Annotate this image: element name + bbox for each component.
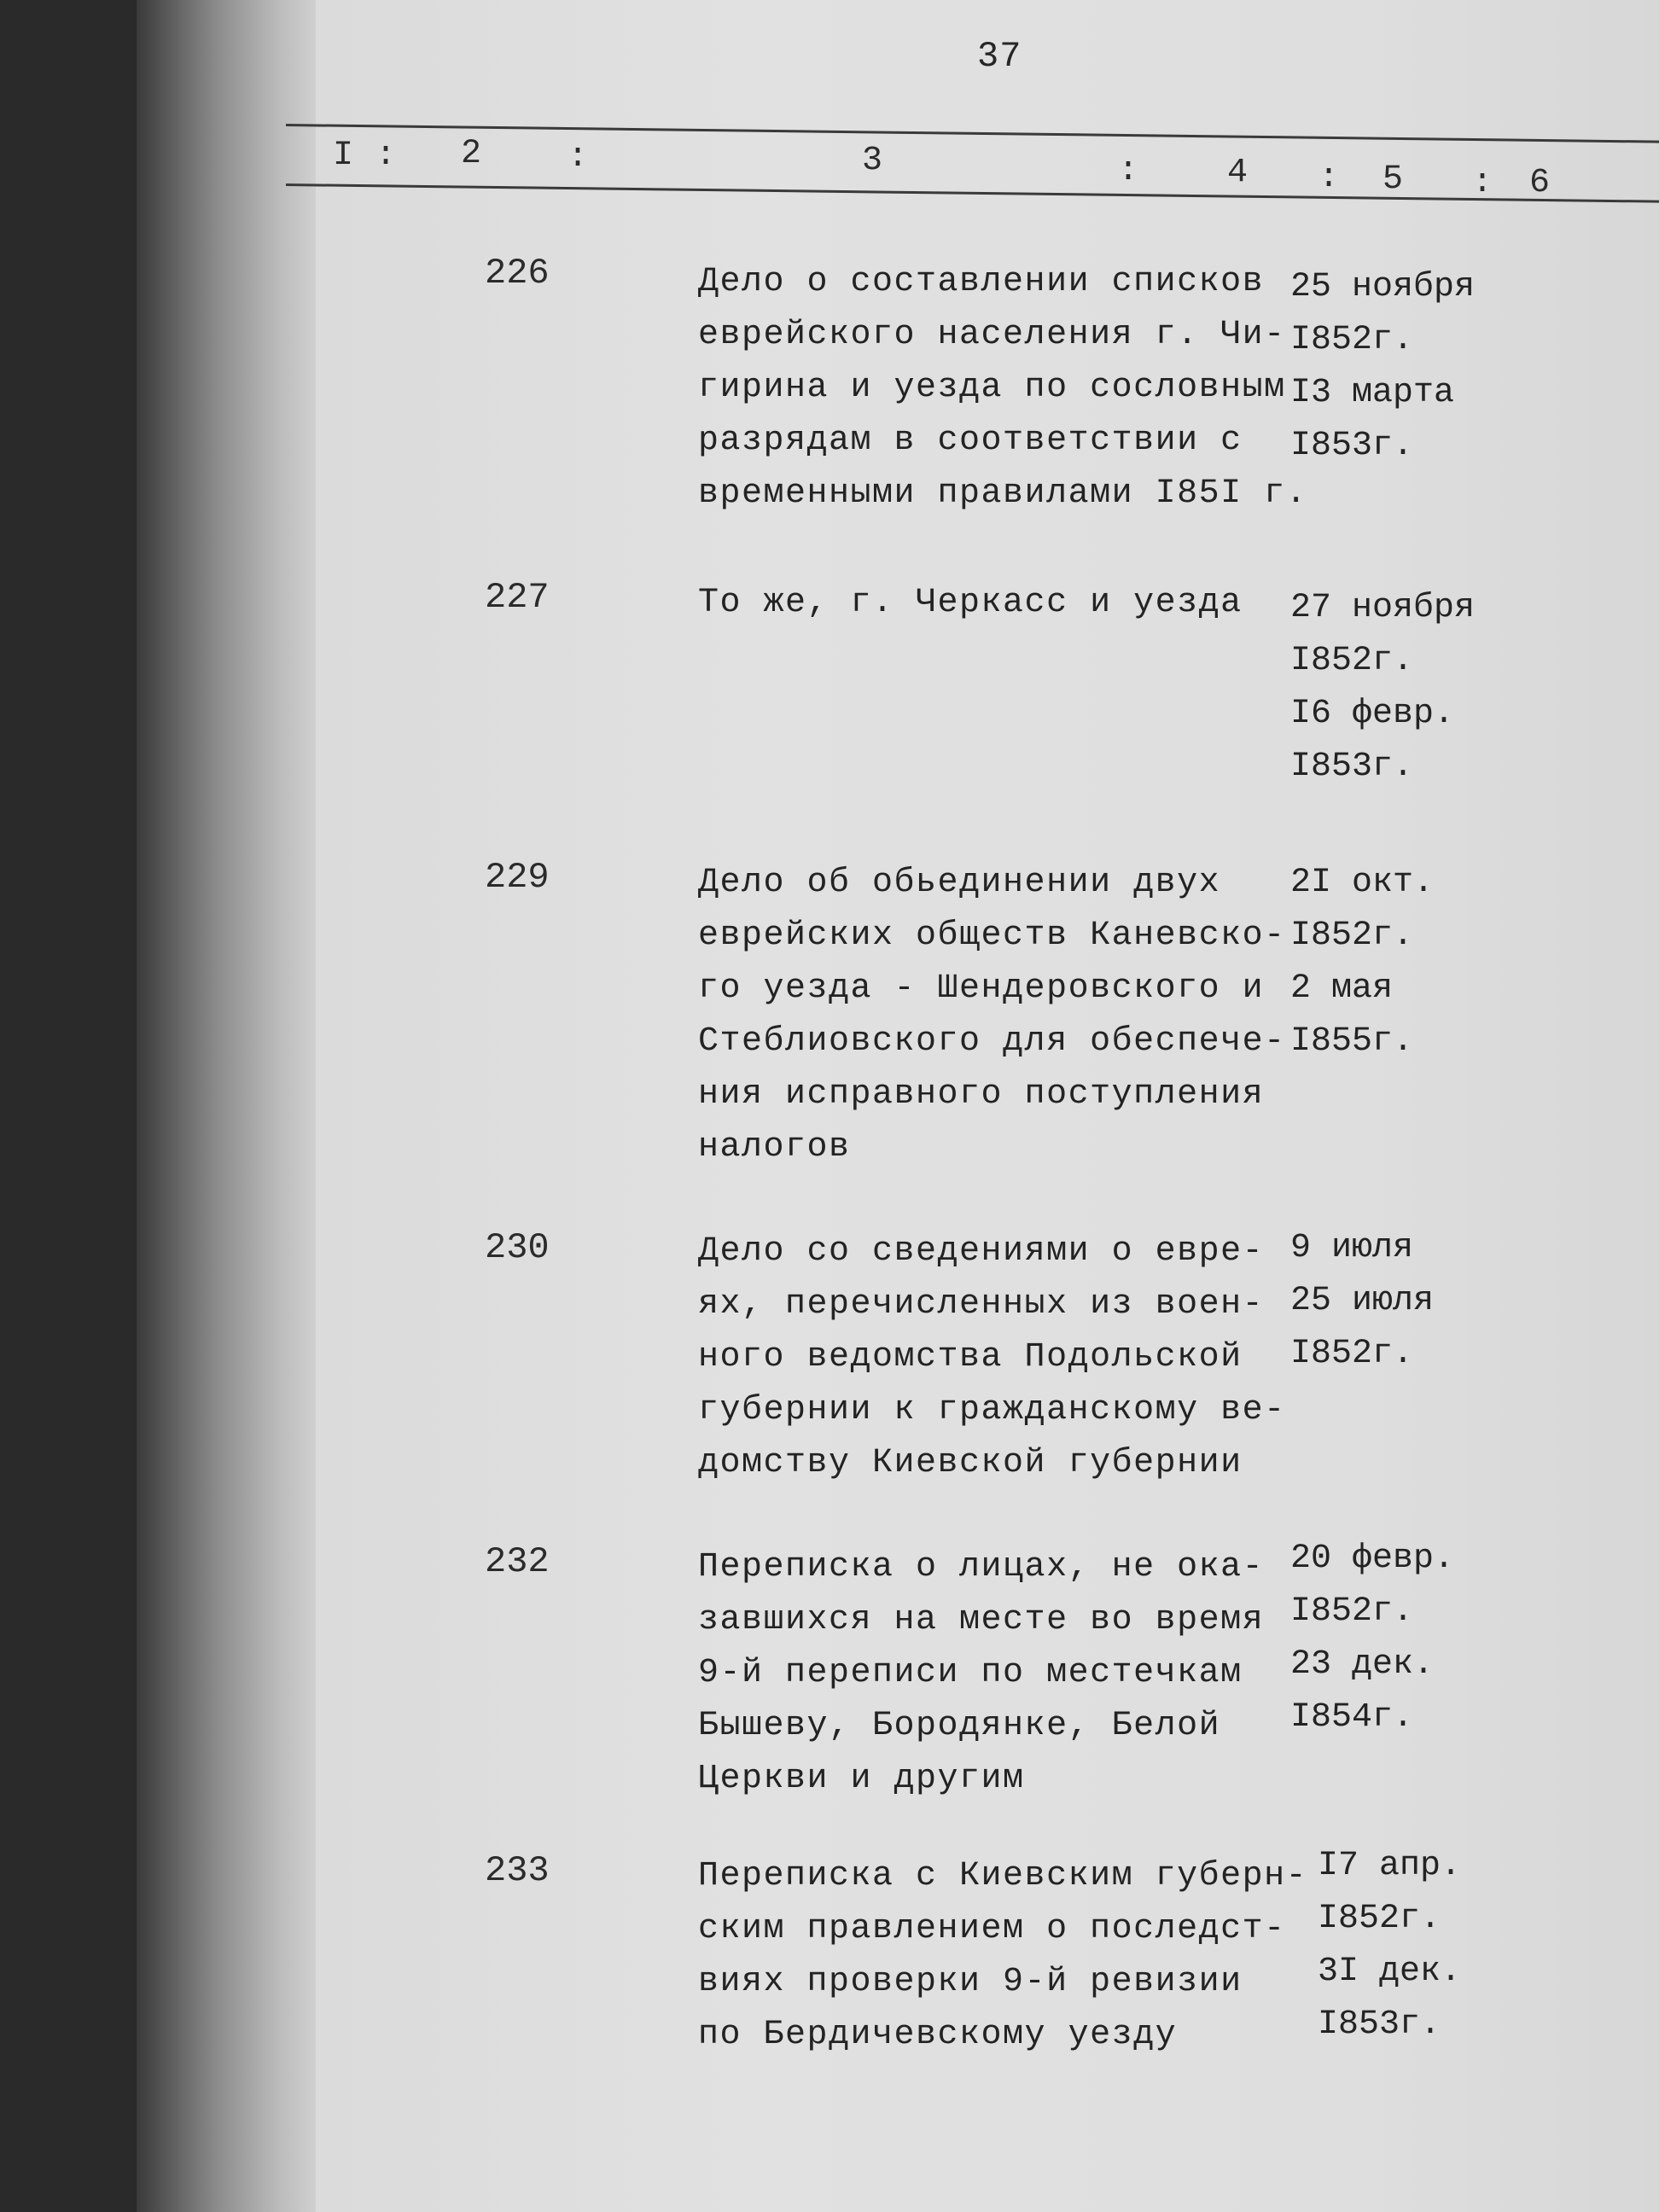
date-line: I854г.	[1290, 1698, 1414, 1737]
date-line: I852г.	[1290, 917, 1414, 955]
description-line: разрядам в соответствии с	[698, 422, 1243, 460]
entry-description	[698, 1225, 1295, 1490]
date-line: 3I дек.	[1318, 1953, 1462, 1991]
entry-description	[698, 256, 1308, 521]
column-separator: :	[1318, 159, 1340, 197]
column-header-4: 4	[1227, 154, 1249, 192]
entry-dates	[1318, 1840, 1461, 2052]
description-line: Дело о составлении списков	[698, 263, 1265, 301]
column-header-2: 2	[461, 135, 482, 173]
description-line: налогов	[698, 1128, 851, 1167]
description-line: ния исправного поступления	[698, 1075, 1265, 1114]
date-line: I852г.	[1290, 642, 1414, 680]
date-line: I853г.	[1318, 2005, 1441, 2044]
column-separator: :	[568, 138, 589, 177]
date-line: I6 февр.	[1290, 695, 1455, 733]
date-line: I852г.	[1290, 321, 1414, 359]
entry-dates	[1290, 1222, 1434, 1381]
description-line: завшихся на месте во время	[698, 1601, 1265, 1639]
entry-description	[698, 857, 1295, 1174]
description-line: по Бердичевскому уезду	[698, 2016, 1178, 2054]
description-line: гирина и уезда по сословным	[698, 369, 1286, 407]
book-spine-shadow	[137, 0, 316, 2212]
date-line: I852г.	[1290, 1335, 1414, 1373]
date-line: 25 ноября	[1290, 268, 1476, 306]
date-line: I7 апр.	[1318, 1847, 1462, 1885]
date-line: 2 мая	[1290, 969, 1394, 1008]
column-separator: :	[1472, 164, 1493, 202]
column-header-6: 6	[1529, 164, 1551, 202]
column-header-3: 3	[862, 142, 883, 180]
date-line: I3 марта	[1290, 374, 1455, 412]
entry-number: 229	[485, 857, 550, 898]
date-line: 23 дек.	[1290, 1645, 1435, 1684]
description-line: Стеблиовского для обеспече-	[698, 1022, 1286, 1061]
description-line: То же, г. Черкасс и уезда	[698, 584, 1243, 622]
entry-description	[698, 577, 1295, 630]
column-header-5: 5	[1382, 160, 1404, 199]
description-line: Дело со сведениями о евре-	[698, 1232, 1265, 1271]
entry-description	[698, 1850, 1308, 2062]
description-line: губернии к гражданскому ве-	[698, 1391, 1286, 1429]
entry-number: 227	[485, 577, 550, 618]
entry-dates	[1290, 582, 1475, 794]
description-line: ях, перечисленных из воен-	[698, 1285, 1265, 1324]
description-line: Переписка с Киевским губерн-	[698, 1857, 1308, 1895]
entry-dates	[1290, 857, 1434, 1068]
description-line: Бышеву, Бородянке, Белой	[698, 1707, 1221, 1745]
column-separator: :	[375, 137, 397, 175]
document-page	[137, 0, 1659, 2212]
date-line: I853г.	[1290, 748, 1414, 786]
header-bottom-rule	[286, 183, 1659, 205]
entry-number: 232	[485, 1541, 550, 1582]
description-line: домству Киевской губернии	[698, 1444, 1243, 1482]
entry-description	[698, 1541, 1295, 1806]
description-line: еврейских обществ Каневско-	[698, 917, 1286, 955]
date-line: 9 июля	[1290, 1229, 1414, 1267]
date-line: I852г.	[1318, 1900, 1441, 1938]
entry-dates	[1290, 261, 1475, 473]
description-line: ским правлением о последст-	[698, 1910, 1286, 1948]
entry-number: 226	[485, 253, 550, 294]
entry-dates	[1290, 1533, 1454, 1744]
header-top-rule	[286, 124, 1659, 145]
date-line: 27 ноября	[1290, 589, 1476, 627]
description-line: виях проверки 9-й ревизии	[698, 1963, 1243, 2001]
description-line: ного ведомства Подольской	[698, 1338, 1243, 1377]
date-line: 20 февр.	[1290, 1540, 1455, 1578]
date-line: 2I окт.	[1290, 864, 1435, 902]
description-line: Дело об обьединении двух	[698, 864, 1221, 902]
page-number: 37	[977, 36, 1022, 77]
description-line: Переписка о лицах, не ока-	[698, 1548, 1265, 1586]
date-line: I853г.	[1290, 427, 1414, 465]
date-line: 25 июля	[1290, 1282, 1435, 1320]
entry-number: 230	[485, 1227, 550, 1268]
description-line: временными правилами I85I г.	[698, 474, 1308, 513]
column-separator: :	[1118, 152, 1139, 190]
date-line: I855г.	[1290, 1022, 1414, 1061]
description-line: Церкви и другим	[698, 1760, 1025, 1798]
description-line: еврейского населения г. Чи-	[698, 316, 1286, 354]
column-header-1: I	[333, 137, 354, 175]
entry-number: 233	[485, 1850, 550, 1891]
description-line: 9-й переписи по местечкам	[698, 1654, 1243, 1692]
description-line: го уезда - Шендеровского и	[698, 969, 1265, 1008]
date-line: I852г.	[1290, 1592, 1414, 1631]
